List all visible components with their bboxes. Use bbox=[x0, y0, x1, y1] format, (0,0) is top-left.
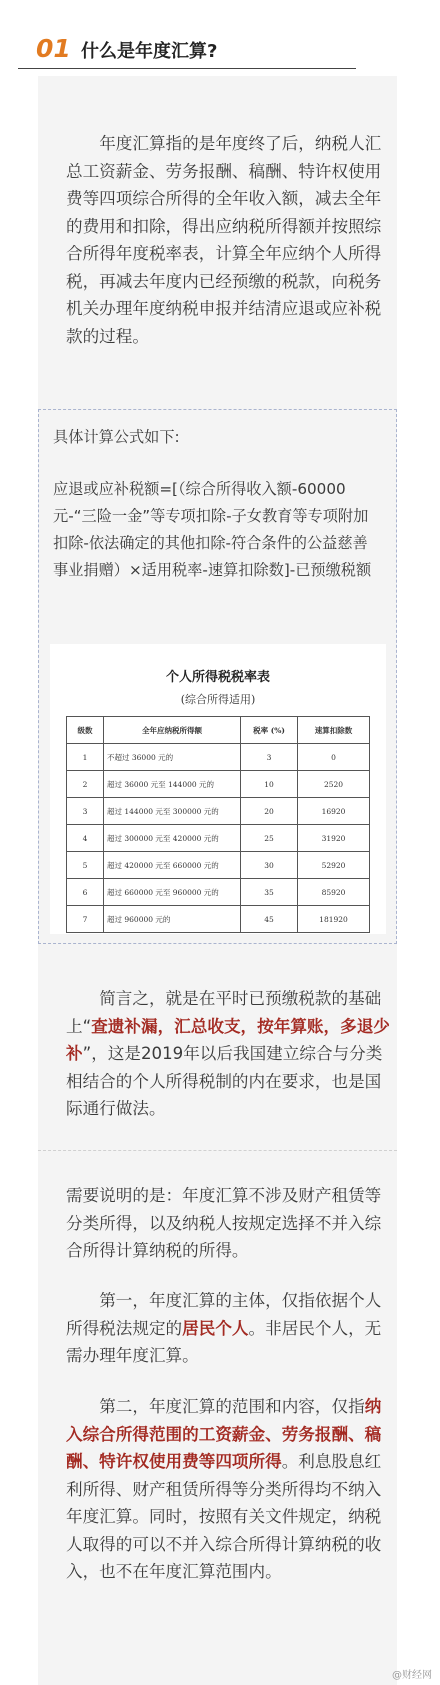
formula-text: 应退或应补税额=[（综合所得收入额-60000元-“三险一金”等专项扣除-子女教育等专项附加扣除-依法确定的其他扣除-符合条件的公益慈善事业捐赠）×适用税率-速算扣除数]-已预缴税额 bbox=[53, 480, 372, 579]
table-row bbox=[67, 744, 370, 771]
cell-level: 5 bbox=[67, 852, 104, 879]
col-header-income: 全年应纳税所得额 bbox=[104, 717, 241, 744]
cell-level: 2 bbox=[67, 771, 104, 798]
tax-table-subtitle: (综合所得适用) bbox=[180, 693, 256, 706]
formula-box bbox=[38, 409, 397, 944]
tax-rate-table-image bbox=[50, 644, 386, 934]
point-one-highlight: 居民个人 bbox=[182, 1318, 249, 1338]
point-one-paragraph bbox=[66, 1287, 396, 1370]
summary-text-before: 简言之，就是在平时已预缴税款的基础上“ bbox=[66, 989, 382, 1036]
col-header-deduction: 速算扣除数 bbox=[298, 717, 370, 744]
cell-rate: 3 bbox=[241, 744, 298, 771]
table-row bbox=[67, 906, 370, 933]
cell-level: 6 bbox=[67, 879, 104, 906]
cell-income: 超过 960000 元的 bbox=[104, 906, 241, 933]
cell-rate: 35 bbox=[241, 879, 298, 906]
cell-deduction: 0 bbox=[298, 744, 370, 771]
cell-deduction: 2520 bbox=[298, 771, 370, 798]
summary-text-after: ”，这是2019年以后我国建立综合与分类相结合的个人所得税制的内在要求，也是国际通行做法。 bbox=[66, 1044, 383, 1118]
summary-highlight: 查遗补漏，汇总收支，按年算账，多退少补 bbox=[66, 1016, 390, 1063]
watermark: @财经网 bbox=[392, 1670, 432, 1681]
cell-deduction: 85920 bbox=[298, 879, 370, 906]
cell-rate: 45 bbox=[241, 906, 298, 933]
cell-income: 超过 420000 元至 660000 元的 bbox=[104, 852, 241, 879]
cell-level: 3 bbox=[67, 798, 104, 825]
cell-level: 7 bbox=[67, 906, 104, 933]
point-one-text-after: 。非居民个人，无需办理年度汇算。 bbox=[66, 1318, 382, 1365]
formula-label: 具体计算公式如下: bbox=[53, 428, 180, 446]
table-row bbox=[67, 771, 370, 798]
point-two-highlight: 纳入综合所得范围的工资薪金、劳务报酬、稿酬、特许权使用费等四项所得 bbox=[66, 1397, 382, 1471]
point-two-text-before: 第二，年度汇算的范围和内容，仅指 bbox=[99, 1397, 365, 1416]
summary-paragraph bbox=[66, 985, 396, 1123]
section-number: 01 bbox=[36, 34, 71, 63]
table-row bbox=[67, 825, 370, 852]
section-title: 什么是年度汇算? bbox=[81, 41, 218, 62]
cell-income: 不超过 36000 元的 bbox=[104, 744, 241, 771]
tax-rate-table bbox=[66, 716, 370, 933]
cell-income: 超过 300000 元至 420000 元的 bbox=[104, 825, 241, 852]
col-header-rate: 税率 (%) bbox=[241, 717, 298, 744]
cell-level: 1 bbox=[67, 744, 104, 771]
tax-table-title: 个人所得税税率表 bbox=[165, 670, 270, 685]
cell-income: 超过 660000 元至 960000 元的 bbox=[104, 879, 241, 906]
note-paragraph: 需要说明的是：年度汇算不涉及财产租赁等分类所得，以及纳税人按规定选择不并入综合所得计算纳税的所得。 bbox=[66, 1186, 382, 1260]
cell-deduction: 16920 bbox=[298, 798, 370, 825]
cell-deduction: 52920 bbox=[298, 852, 370, 879]
table-row bbox=[67, 879, 370, 906]
cell-income: 超过 144000 元至 300000 元的 bbox=[104, 798, 241, 825]
intro-paragraph: 年度汇算指的是年度终了后，纳税人汇总工资薪金、劳务报酬、稿酬、特许权使用费等四项综合所得的全年收入额，减去全年的费用和扣除，得出应纳税所得额并按照综合所得年度税率表，计算全年应纳个人所得税，再减去年度内已经预缴的税款，向税务机关办理年度纳税申报并结清应退或应补税款的过程。 bbox=[66, 134, 382, 346]
section-divider bbox=[38, 1150, 397, 1151]
cell-level: 4 bbox=[67, 825, 104, 852]
point-one-text-before: 第一，年度汇算的主体，仅指依据个人所得税法规定的 bbox=[66, 1291, 382, 1338]
header-underline bbox=[18, 68, 356, 69]
cell-rate: 20 bbox=[241, 798, 298, 825]
cell-rate: 25 bbox=[241, 825, 298, 852]
cell-rate: 10 bbox=[241, 771, 298, 798]
cell-income: 超过 36000 元至 144000 元的 bbox=[104, 771, 241, 798]
table-header-row bbox=[67, 717, 370, 744]
cell-rate: 30 bbox=[241, 852, 298, 879]
table-row bbox=[67, 798, 370, 825]
point-two-text-after: 。利息股息红利所得、财产租赁所得等分类所得均不纳入年度汇算。同时，按照有关文件规定，纳税人取得的可以不并入综合所得计算纳税的收入，也不在年度汇算范围内。 bbox=[66, 1452, 382, 1581]
table-row bbox=[67, 852, 370, 879]
cell-deduction: 31920 bbox=[298, 825, 370, 852]
col-header-level: 级数 bbox=[67, 717, 104, 744]
cell-deduction: 181920 bbox=[298, 906, 370, 933]
point-two-paragraph bbox=[66, 1393, 396, 1586]
